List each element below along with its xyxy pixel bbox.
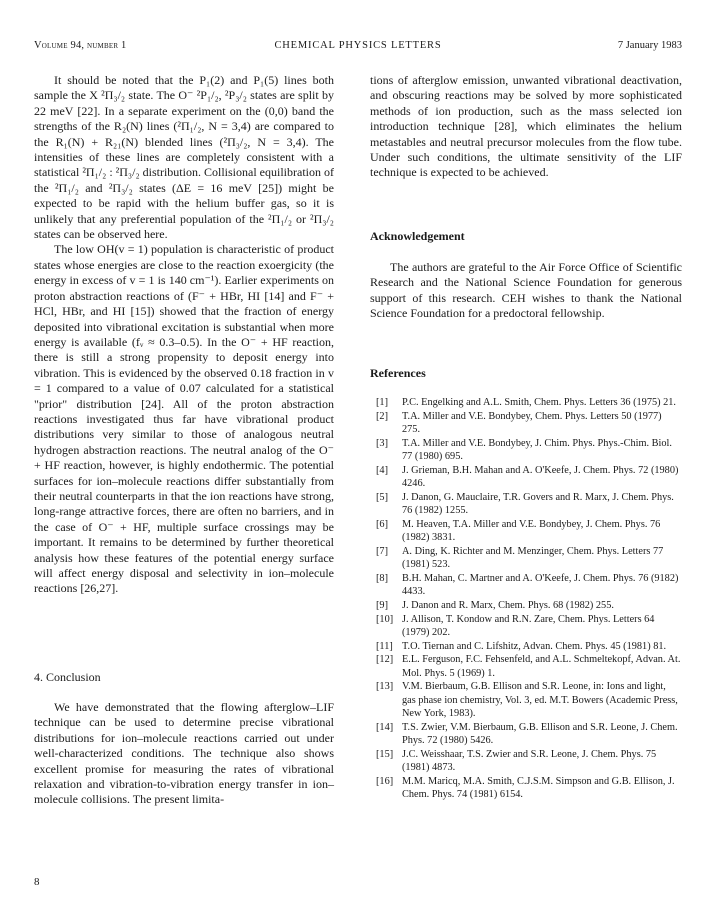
reference-item (370, 437, 682, 463)
reference-number: [13] (376, 681, 394, 693)
reference-text: M. Heaven, T.A. Miller and V.E. Bondybey, J. Chem. Phys. 76 (1982) 3831. (402, 518, 661, 543)
references-heading: References (370, 366, 426, 380)
page-number: 8 (34, 876, 40, 888)
reference-text: P.C. Engelking and A.L. Smith, Chem. Phys. Letters 36 (1975) 21. (402, 397, 677, 408)
reference-item (370, 775, 682, 801)
reference-number: [7] (376, 545, 389, 557)
journal-title: CHEMICAL PHYSICS LETTERS (274, 40, 442, 51)
reference-item (370, 680, 682, 720)
reference-number: [10] (376, 613, 394, 625)
reference-number: [15] (376, 748, 394, 760)
references-section (370, 396, 682, 802)
reference-item (370, 464, 682, 490)
reference-text: T.A. Miller and V.E. Bondybey, Chem. Phys. Letters 50 (1977) 275. (402, 410, 662, 435)
reference-text: J. Grieman, B.H. Mahan and A. O'Keefe, J. Chem. Phys. 72 (1980) 4246. (402, 464, 679, 489)
reference-item (370, 572, 682, 598)
paragraph-limitations: tions of afterglow emission, unwanted vibrational deactivation, and obscuring reactions may be solved by more sophisticated methods of ion production, such as the mass selected ion introduction technique [28], which eliminates the helium metastables and neutral precursor molecules from the flow tube. Under such conditions, the ultimate sensitivity of the LIF technique is expected to be achieved. (370, 73, 682, 180)
reference-list (370, 396, 682, 801)
reference-item (370, 396, 682, 409)
right-column (370, 73, 682, 181)
reference-number: [14] (376, 721, 394, 733)
volume-number: Volume 94, number 1 (34, 40, 127, 51)
left-column (34, 73, 334, 597)
reference-number: [2] (376, 410, 389, 422)
reference-number: [3] (376, 437, 389, 449)
reference-item (370, 640, 682, 653)
reference-number: [12] (376, 654, 394, 666)
reference-text: J. Danon, G. Mauclaire, T.R. Govers and R. Marx, J. Chem. Phys. 76 (1982) 1255. (402, 491, 674, 516)
reference-item (370, 599, 682, 612)
reference-text: A. Ding, K. Richter and M. Menzinger, Chem. Phys. Letters 77 (1981) 523. (402, 545, 664, 570)
reference-number: [11] (376, 640, 393, 652)
issue-date: 7 January 1983 (617, 40, 682, 51)
paragraph-spin-orbit: It should be noted that the P₁(2) and P₁(5) lines both sample the X ²Π₃/₂ state. The O⁻ ²P₁/₂, ²P₃/₂ states are split by 22 meV [22]. In a separate experiment on the (0,0) band the strengths of the R₂(N) lines (²Π₁/₂, N = 3,4) are compared to the R₁(N) + R₂₁(N) blended lines (²Π₃/₂, N = 3,4). The intensities of these lines are completely consistent with a statistical ²Π₁/₂ : ²Π₃/₂ distribution. Collisional equilibration of the ²Π₁/₂ and ²Π₃/₂ states (ΔE = 16 meV [25]) might be expected to be rapid with the helium buffer gas, so it is unlikely that any preferential population of the ²Π₁/₂ or ²Π₃/₂ states can be observed here. (34, 73, 334, 242)
reference-text: T.S. Zwier, V.M. Bierbaum, G.B. Ellison and S.R. Leone, J. Chem. Phys. 72 (1980) 5426. (402, 721, 678, 746)
reference-number: [6] (376, 518, 389, 530)
reference-text: J. Allison, T. Kondow and R.N. Zare, Chem. Phys. Letters 64 (1979) 202. (402, 613, 655, 638)
paragraph-conclusion: We have demonstrated that the flowing afterglow–LIF technique can be used to determine precise vibrational distributions for ion–molecule reactions carried out under well-characterized conditions. The technique also shows excellent promise for measuring the rates of vibrational relaxation and vibration-to-vibration energy transfer in ion–molecule collisions. The present limita- (34, 700, 334, 807)
reference-item (370, 518, 682, 544)
reference-item (370, 653, 682, 679)
reference-number: [16] (376, 775, 394, 787)
reference-number: [1] (376, 397, 389, 408)
paragraph-vibrational-population: The low OH(v = 1) population is characteristic of product states whose energies are close to the reaction exoergicity (the energy in excess of v = 1 is 140 cm⁻¹). Earlier experiments on proton abstraction reactions of (F⁻ + HBr, HI [14] and F⁻ + HCl, HBr, and HI [15]) showed that the fraction of energy deposited into vibrational excitation is substantial when more energy is available (fᵥ ≈ 0.3–0.5). In the O⁻ + HF reaction, there is still a strong propensity to deposit energy into vibration. This is evidenced by the observed 0.18 fraction in v = 1 compared to a value of 0.07 calculated for a statistical "prior" distribution [24]. All of the proton abstraction reactions investigated thus far have vibrational product distributions very similar to those of analogous neutral hydrogen abstraction reactions. The neutral analog of the O⁻ + HF reaction, however, is highly endothermic. The potential surfaces for ion–molecule reactions differ substantially from their neutral counterparts in that the ion reactions have strong, long-range attractive forces, there are often no barriers, and in the case of O⁻ + HF, multiple surface crossings may be important. It remains to be determined by further theoretical analysis how these features of the potential energy surface will affect energy disposal and selectivity in ion–molecule reactions [26,27]. (34, 242, 334, 596)
reference-number: [8] (376, 572, 389, 584)
reference-item (370, 721, 682, 747)
paragraph-acknowledgement: The authors are grateful to the Air Force Office of Scientific Research and the National Science Foundation for generous support of this research. CEH wishes to thank the National Science Foundation for a predoctoral fellowship. (370, 260, 682, 321)
running-header (34, 40, 682, 56)
acknowledgement-heading: Acknowledgement (370, 229, 465, 243)
reference-number: [9] (376, 599, 389, 611)
reference-text: T.O. Tiernan and C. Lifshitz, Advan. Chem. Phys. 45 (1981) 81. (402, 640, 667, 652)
reference-number: [5] (376, 491, 389, 503)
conclusion-heading: 4. Conclusion (34, 670, 101, 684)
reference-number: [4] (376, 464, 389, 476)
reference-text: E.L. Ferguson, F.C. Fehsenfeld, and A.L. Schmeltekopf, Advan. At. Mol. Phys. 5 (1969) 1. (402, 654, 681, 679)
reference-item (370, 545, 682, 571)
conclusion-section (34, 700, 334, 808)
reference-text: J. Danon and R. Marx, Chem. Phys. 68 (1982) 255. (402, 599, 614, 611)
reference-text: B.H. Mahan, C. Martner and A. O'Keefe, J. Chem. Phys. 76 (9182) 4433. (402, 572, 679, 597)
reference-item (370, 613, 682, 639)
reference-item (370, 491, 682, 517)
reference-text: M.M. Maricq, M.A. Smith, C.J.S.M. Simpson and G.B. Ellison, J. Chem. Phys. 74 (1981) 6154. (402, 775, 675, 800)
reference-text: J.C. Weisshaar, T.S. Zwier and S.R. Leone, J. Chem. Phys. 75 (1981) 4873. (402, 748, 657, 773)
reference-text: T.A. Miller and V.E. Bondybey, J. Chim. Phys. Phys.-Chim. Biol. 77 (1980) 695. (402, 437, 672, 462)
reference-item (370, 410, 682, 436)
reference-text: V.M. Bierbaum, G.B. Ellison and S.R. Leone, in: Ions and light, gas phase ion chemistry, Vol. 3, ed. M.T. Bowers (Academic Press, New York, 1983). (402, 681, 678, 719)
reference-item (370, 748, 682, 774)
acknowledgement-section (370, 260, 682, 322)
